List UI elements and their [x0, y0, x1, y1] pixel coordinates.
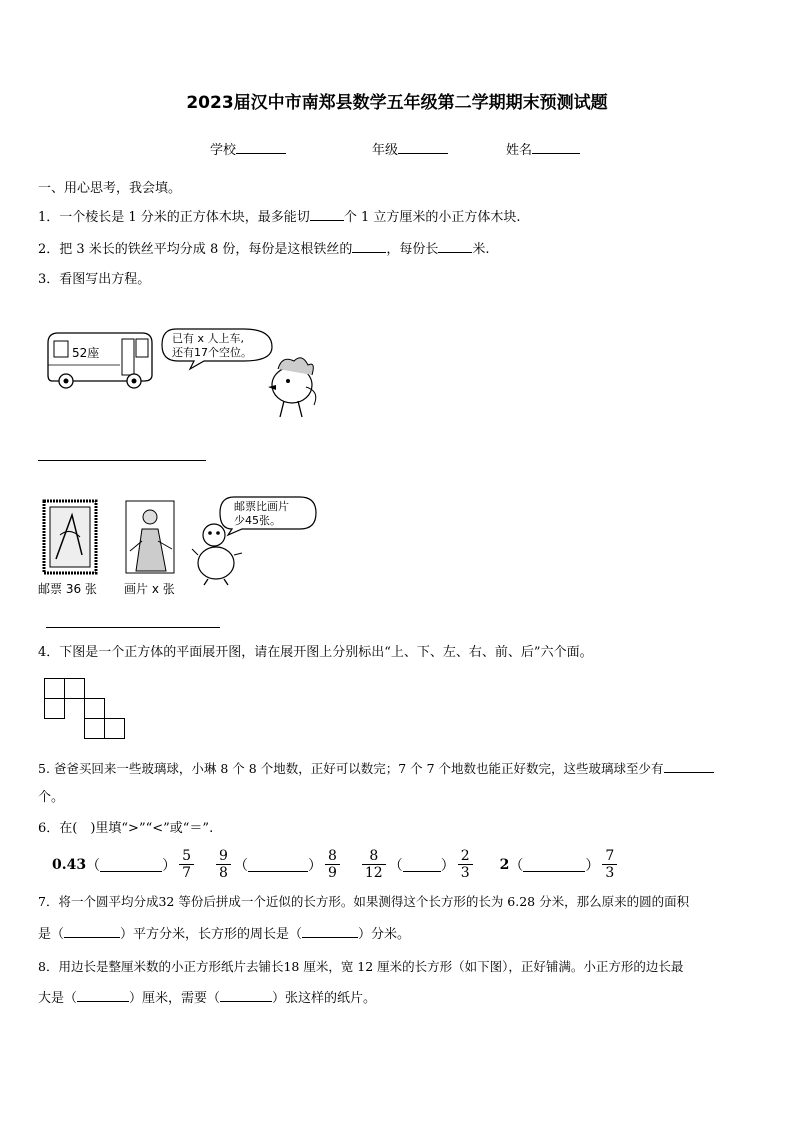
q6-item-2-left-num: 9: [219, 848, 228, 864]
grade-field: [372, 140, 448, 160]
q6-item-3-left-num: 8: [369, 848, 379, 864]
net-face-1[interactable]: [45, 679, 65, 699]
q2-prefix: 2．把 3 米长的铁丝平均分成 8 份，每份是这根铁丝的: [38, 242, 353, 257]
q6-comparison-row: [52, 848, 620, 881]
school-field: [210, 140, 286, 160]
net-face-2[interactable]: [65, 679, 85, 699]
q6-item-3-right-fraction: [458, 848, 473, 881]
q6-item-2-rparen: ）: [307, 857, 322, 874]
school-label: 学校: [210, 143, 237, 158]
picture-card-icon: [126, 501, 174, 573]
section-heading: 一、用心思考，我会填。: [38, 181, 182, 196]
stamps-speech-line-1: 邮票比画片: [234, 500, 289, 513]
bus-icon: [48, 333, 152, 388]
q2-middle: ，每份长: [386, 242, 439, 257]
q5-blank[interactable]: [664, 759, 714, 773]
q6-item-3: [359, 848, 476, 881]
grade-blank[interactable]: [398, 140, 448, 154]
rooster-cartoon-icon: [268, 358, 316, 417]
q7-blank-2[interactable]: [302, 924, 358, 938]
answer-line-2[interactable]: [46, 627, 220, 628]
question-5-line-2: 个。: [38, 790, 65, 805]
q6-item-2: [213, 848, 343, 881]
q6-item-1-lparen: （: [86, 857, 101, 874]
q6-item-2-blank[interactable]: [248, 857, 308, 872]
q1-blank[interactable]: [310, 207, 344, 221]
q6-item-3-blank[interactable]: [403, 857, 441, 872]
q6-item-4-blank[interactable]: [523, 857, 585, 872]
cube-net-diagram: [44, 678, 128, 740]
q6-item-2-left-fraction: [216, 848, 231, 881]
gourd-cartoon-icon: [192, 524, 242, 585]
speech-bubble-2: [220, 497, 316, 535]
question-2: [38, 239, 490, 259]
q8-blank-1[interactable]: [77, 988, 129, 1002]
net-face-4[interactable]: [85, 699, 105, 719]
q6-item-3-left-den: 12: [364, 865, 383, 881]
name-field: [506, 140, 580, 160]
q6-item-1-left: 0.43: [52, 856, 87, 873]
q8-part-b: ）厘米，需要（: [129, 991, 221, 1006]
grade-label: 年级: [372, 143, 399, 158]
question-7-line-1: 7．将一个圆平均分成32 等份后拼成一个近似的长方形。如果测得这个长方形的长为 6.28 分米，那么原来的圆的面积: [38, 894, 690, 909]
question-6: 6．在( )里填“>”“<”或“＝”.: [38, 821, 214, 836]
picture-caption: 画片 x 张: [124, 582, 175, 596]
q6-item-1-rparen: ）: [162, 857, 177, 874]
q6-item-1: [52, 848, 197, 881]
q6-item-1-fraction: [179, 848, 194, 881]
question-7-line-2: [38, 924, 410, 944]
bus-seats-label: 52座: [72, 346, 100, 360]
q6-item-4-lparen: （: [509, 857, 524, 874]
net-face-5[interactable]: [85, 719, 105, 739]
question-3: 3．看图写出方程。: [38, 272, 151, 287]
question-4: 4．下图是一个正方体的平面展开图，请在展开图上分别标出“上、下、左、右、前、后”六个面。: [38, 645, 593, 660]
q7-part-a: 是（: [38, 927, 65, 942]
q2-suffix: 米.: [472, 242, 490, 257]
q6-item-3-rparen: ）: [440, 857, 455, 874]
q6-item-4-fraction: [602, 848, 617, 881]
q6-item-2-lparen: （: [233, 857, 248, 874]
bus-illustration: [44, 325, 324, 423]
q8-part-a: 大是（: [38, 991, 78, 1006]
question-8-line-2: [38, 988, 376, 1008]
q6-item-2-left-den: 8: [219, 865, 228, 881]
q6-item-4-num: 7: [605, 848, 615, 864]
q6-item-3-right-num: 2: [460, 848, 470, 864]
q7-part-b: ）平方分米，长方形的周长是（: [120, 927, 303, 942]
q6-item-1-blank[interactable]: [100, 857, 162, 872]
q6-item-4-rparen: ）: [585, 857, 600, 874]
q6-item-3-right-den: 3: [460, 865, 470, 881]
bus-speech-line-2: 还有17个空位。: [172, 346, 252, 359]
q6-item-2-right-num: 8: [327, 848, 337, 864]
q2-blank-1[interactable]: [352, 239, 386, 253]
q7-part-c: ）分米。: [358, 927, 411, 942]
q6-item-4: [500, 848, 621, 881]
question-1: [38, 207, 520, 227]
q6-item-4-den: 3: [605, 865, 615, 881]
q6-item-2-right-den: 9: [327, 865, 337, 881]
stamp-icon: [44, 501, 96, 573]
q2-blank-2[interactable]: [438, 239, 472, 253]
q1-prefix: 1．一个棱长是 1 分米的正方体木块，最多能切: [38, 210, 310, 225]
q6-item-3-left-fraction: [362, 848, 386, 881]
name-label: 姓名: [506, 143, 533, 158]
q5-line1: 5. 爸爸买回来一些玻璃球，小琳 8 个 8 个地数，正好可以数完；7 个 7 个地数也能正好数完，这些玻璃球至少有: [38, 761, 664, 776]
net-face-3[interactable]: [45, 699, 65, 719]
stamps-speech-line-2: 少45张。: [234, 514, 281, 527]
speech-bubble: [162, 329, 272, 369]
q1-suffix: 个 1 立方厘米的小正方体木块.: [343, 210, 521, 225]
question-5-line-1: [38, 759, 714, 779]
q6-item-4-left: 2: [499, 856, 510, 873]
q6-item-1-den: 7: [182, 865, 192, 881]
school-blank[interactable]: [236, 140, 286, 154]
stamps-illustration: [38, 495, 328, 605]
name-blank[interactable]: [532, 140, 580, 154]
net-face-6[interactable]: [105, 719, 125, 739]
stamp-caption: 邮票 36 张: [38, 582, 97, 596]
q6-item-1-num: 5: [182, 848, 192, 864]
q7-blank-1[interactable]: [64, 924, 120, 938]
q6-item-3-lparen: （: [388, 857, 403, 874]
answer-line-1[interactable]: [38, 460, 206, 461]
page-title: 2023届汉中市南郑县数学五年级第二学期期末预测试题: [186, 93, 608, 113]
question-8-line-1: 8．用边长是整厘米数的小正方形纸片去铺长18 厘米，宽 12 厘米的长方形（如下图），正好铺满。小正方形的边长最: [38, 959, 684, 974]
q8-part-c: ）张这样的纸片。: [272, 991, 377, 1006]
q8-blank-2[interactable]: [220, 988, 272, 1002]
q6-item-2-right-fraction: [325, 848, 340, 881]
bus-speech-line-1: 已有 x 人上车,: [172, 332, 244, 345]
